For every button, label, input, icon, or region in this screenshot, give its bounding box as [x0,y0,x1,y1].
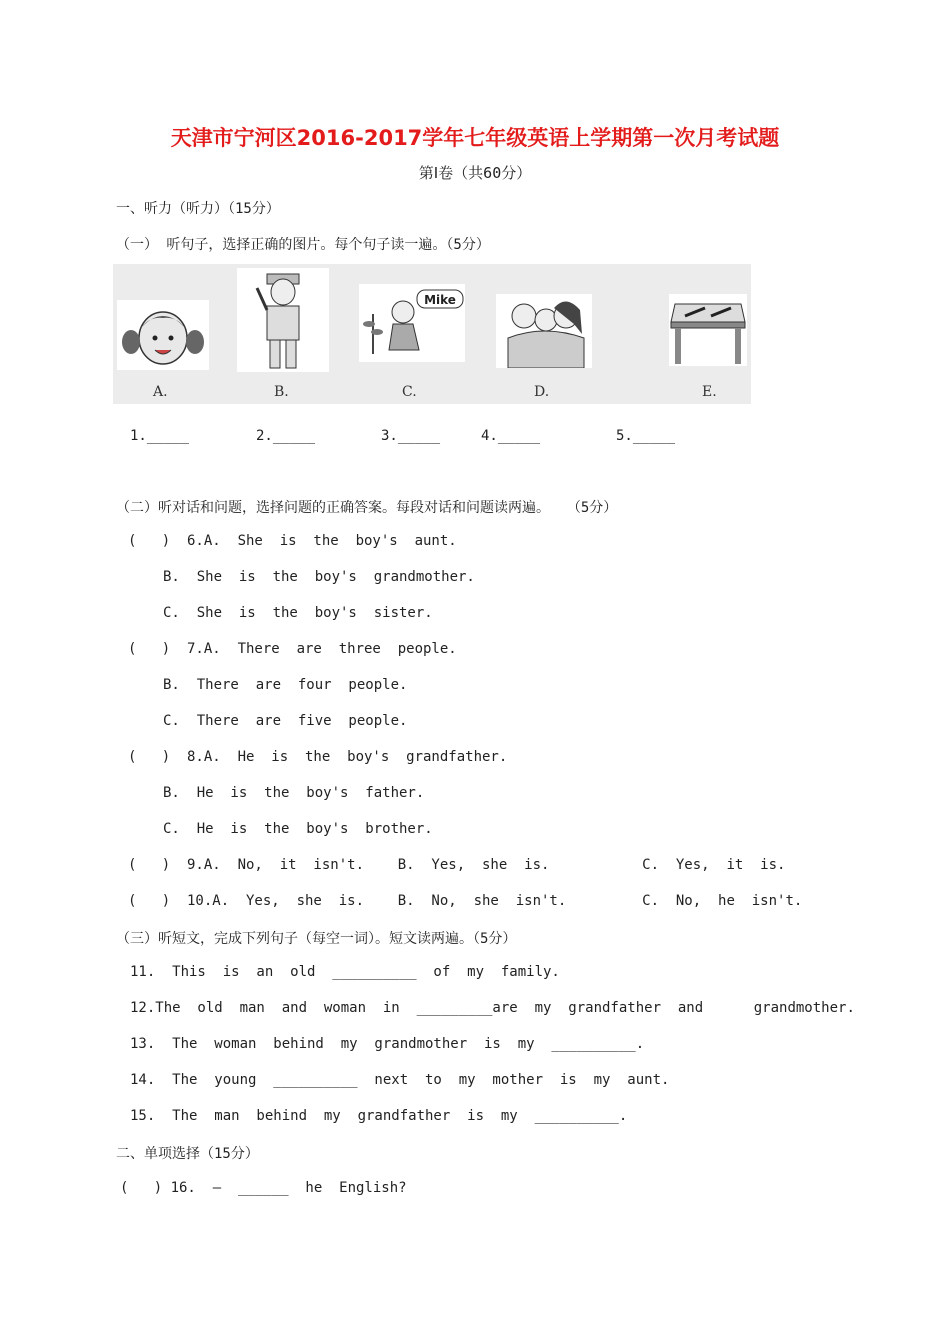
boy-planting-picture [359,284,465,362]
question-9: ( ) 9.A. No, it isn't. B. Yes, she is. C. Yes, it is. [128,857,786,873]
answer-blank-4: 4._____ [481,428,541,444]
question-16: ( ) 16. — ______ he English? [120,1180,407,1196]
question-13: 13. The woman behind my grandmother is my __________. [130,1036,645,1052]
answer-blank-1: 1._____ [130,428,190,444]
picture-label-a: A. [153,384,168,400]
question-12: 12.The old man and woman in _________are my grandfather and grandmother. [130,1000,855,1016]
part1-heading: 一、听力（听力）（15分） [116,201,280,217]
desk-picture [669,294,747,366]
question-6: ( ) 6.A. She is the boy's aunt. [128,533,457,549]
question-7-option-b: B. There are four people. [163,677,408,693]
answer-blank-2: 2._____ [256,428,316,444]
question-8: ( ) 8.A. He is the boy's grandfather. [128,749,508,765]
answer-blank-3: 3._____ [381,428,441,444]
picture-label-e: E. [702,384,717,400]
part2-heading: 二、单项选择（15分） [116,1146,259,1162]
question-11: 11. This is an old __________ of my family. [130,964,560,980]
section2-heading: （二）听对话和问题，选择问题的正确答案。每段对话和问题读两遍。 （5分） [116,500,618,516]
picture-label-c: C. [402,384,417,400]
page-title: 天津市宁河区2016-2017学年七年级英语上学期第一次月考试题 [170,126,780,150]
page-subtitle: 第Ⅰ卷（共60分） [418,164,532,182]
question-15: 15. The man behind my grandfather is my __________. [130,1108,628,1124]
picture-strip [113,264,751,404]
question-14: 14. The young __________ next to my mother is my aunt. [130,1072,670,1088]
family-picture [496,294,592,368]
question-8-option-b: B. He is the boy's father. [163,785,425,801]
question-6-option-c: C. She is the boy's sister. [163,605,433,621]
answer-blank-5: 5._____ [616,428,676,444]
question-10: ( ) 10.A. Yes, she is. B. No, she isn't. C. No, he isn't. [128,893,803,909]
picture-label-d: D. [534,384,550,400]
section1-heading: （一） 听句子，选择正确的图片。每个句子读一遍。（5分） [116,237,490,253]
girl-picture [117,300,209,370]
policeman-picture [237,268,329,372]
question-7: ( ) 7.A. There are three people. [128,641,457,657]
question-8-option-c: C. He is the boy's brother. [163,821,433,837]
speech-bubble-text: Mike [424,293,456,307]
picture-label-b: B. [274,384,289,400]
question-6-option-b: B. She is the boy's grandmother. [163,569,475,585]
section3-heading: （三）听短文，完成下列句子（每空一词）。短文读两遍。（5分） [116,931,517,947]
question-7-option-c: C. There are five people. [163,713,408,729]
